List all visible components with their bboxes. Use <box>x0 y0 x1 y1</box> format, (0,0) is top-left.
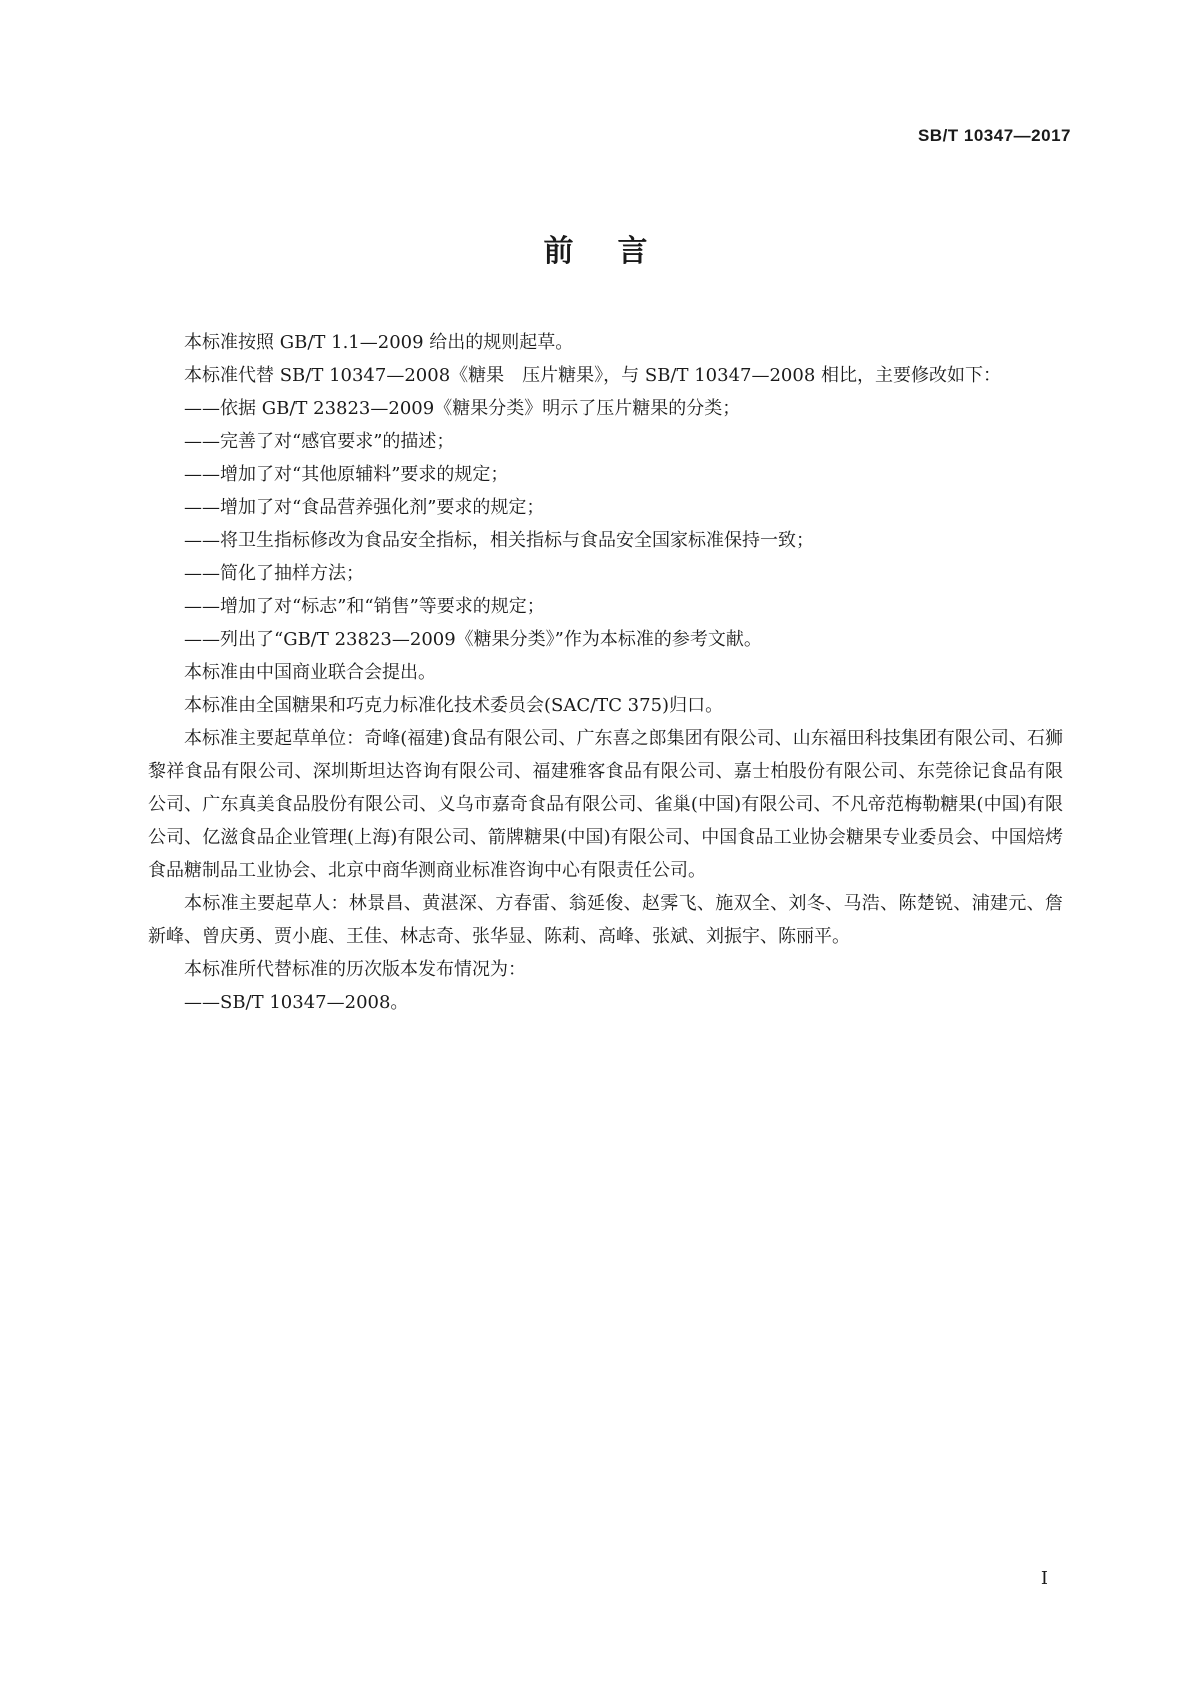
list-item: ——列出了“GB/T 23823—2009《糖果分类》”作为本标准的参考文献。 <box>184 629 762 650</box>
paragraph: 本标准按照 GB/T 1.1—2009 给出的规则起草。 <box>184 332 574 353</box>
standard-code: SB/T 10347—2017 <box>917 126 1071 145</box>
drafting-units: 本标准主要起草单位：奇峰(福建)食品有限公司、广东喜之郎集团有限公司、山东福田科技集团有限公司、石狮黎祥食品有限公司、深圳斯坦达咨询有限公司、福建雅客食品有限公司、嘉士柏股份有限公司、东莞徐记食品有限公司、广东真美食品股份有限公司、义乌市嘉奇食品有限公司、雀巢(中国)有限公司、不凡帝范梅勒糖果(中国)有限公司、亿滋食品企业管理(上海)有限公司、箭牌糖果(中国)有限公司、中国食品工业协会糖果专业委员会、中国焙烤食品糖制品工业协会、北京中商华测商业标准咨询中心有限责任公司。 <box>148 728 1063 881</box>
page-title: 前言 <box>543 234 692 269</box>
list-item: ——增加了对“其他原辅料”要求的规定； <box>184 464 509 485</box>
list-item: ——增加了对“食品营养强化剂”要求的规定； <box>184 497 545 518</box>
paragraph: 本标准所代替标准的历次版本发布情况为： <box>184 959 526 980</box>
list-item: ——增加了对“标志”和“销售”等要求的规定； <box>184 596 545 617</box>
page-number: I <box>1040 1568 1048 1589</box>
list-item: ——依据 GB/T 23823—2009《糖果分类》明示了压片糖果的分类； <box>184 398 741 419</box>
foreword-body <box>148 326 1063 1019</box>
paragraph: 本标准由全国糖果和巧克力标准化技术委员会(SAC/TC 375)归口。 <box>184 695 724 716</box>
drafters: 本标准主要起草人：林景昌、黄湛深、方春雷、翁延俊、赵霁飞、施双全、刘冬、马浩、陈楚锐、浦建元、詹新峰、曾庆勇、贾小鹿、王佳、林志奇、张华显、陈莉、高峰、张斌、刘振宇、陈丽平。 <box>148 893 1063 947</box>
list-item: ——SB/T 10347—2008。 <box>184 992 409 1013</box>
paragraph: 本标准代替 SB/T 10347—2008《糖果 压片糖果》，与 SB/T 10347—2008 相比，主要修改如下： <box>184 365 1002 386</box>
paragraph: 本标准由中国商业联合会提出。 <box>184 662 436 683</box>
list-item: ——将卫生指标修改为食品安全指标，相关指标与食品安全国家标准保持一致； <box>184 530 814 551</box>
list-item: ——简化了抽样方法； <box>184 563 364 584</box>
list-item: ——完善了对“感官要求”的描述； <box>184 431 455 452</box>
